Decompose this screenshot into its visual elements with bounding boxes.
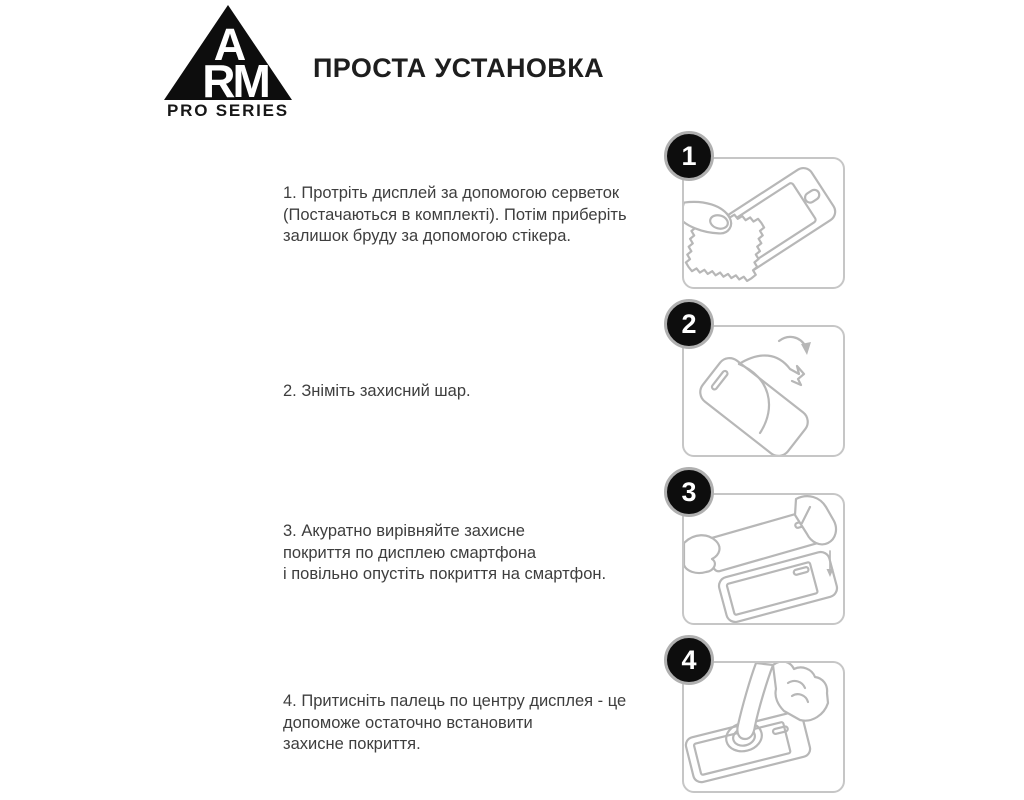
step-1-figure	[681, 140, 845, 289]
step-4-figure	[681, 644, 845, 793]
logo-letter-a: A	[213, 19, 245, 70]
step-4-line-2: допоможе остаточно встановити	[283, 713, 533, 732]
step-3-line-1: 3. Акуратно вирівняйте захисне	[283, 522, 525, 540]
step-4-text	[283, 691, 683, 756]
step-3-line-2: покриття по дисплею смартфона	[283, 543, 537, 562]
logo-subtitle: PRO SERIES	[167, 101, 289, 120]
logo-triangle-graphic	[158, 4, 298, 120]
wipe-display-illustration	[684, 159, 843, 287]
step-3-figure	[681, 476, 845, 625]
step-2-text	[283, 381, 683, 403]
step-1-line-2: (Постачаються в комплекті). Потім приберіть	[283, 205, 627, 224]
peel-layer-illustration	[684, 327, 843, 455]
step-4-frame	[682, 661, 845, 793]
step-4-line-3: захисне покриття.	[283, 735, 421, 753]
step-3-number: 3	[681, 476, 697, 507]
step-4-line-1: 4. Притисніть палець по центру дисплея - це	[283, 692, 627, 710]
step-2-figure	[681, 308, 845, 457]
step-1-text	[283, 183, 683, 248]
step-1-number: 1	[681, 140, 697, 171]
step-1-badge	[664, 131, 714, 181]
step-1-line-1: 1. Протріть дисплей за допомогою серветок	[283, 184, 620, 202]
step-4-badge	[664, 635, 714, 685]
step-2-badge	[664, 299, 714, 349]
step-2-number: 2	[681, 308, 697, 339]
page-title: ПРОСТА УСТАНОВКА	[313, 53, 604, 83]
step-3-text	[283, 521, 683, 586]
step-4-number: 4	[681, 644, 697, 675]
step-3-frame	[682, 493, 845, 625]
step-3-line-3: і повільно опустіть покриття на смартфон.	[283, 565, 607, 583]
align-cover-illustration	[684, 495, 843, 623]
step-1-frame	[682, 157, 845, 289]
step-2-frame	[682, 325, 845, 457]
step-3-badge	[664, 467, 714, 517]
logo-letters-rm: RM	[202, 55, 268, 107]
step-1-line-3: залишок бруду за допомогою стікера.	[283, 227, 571, 245]
brand-logo	[158, 4, 298, 120]
step-2-line-1: 2. Зніміть захисний шар.	[283, 382, 471, 400]
press-center-illustration	[684, 663, 843, 791]
